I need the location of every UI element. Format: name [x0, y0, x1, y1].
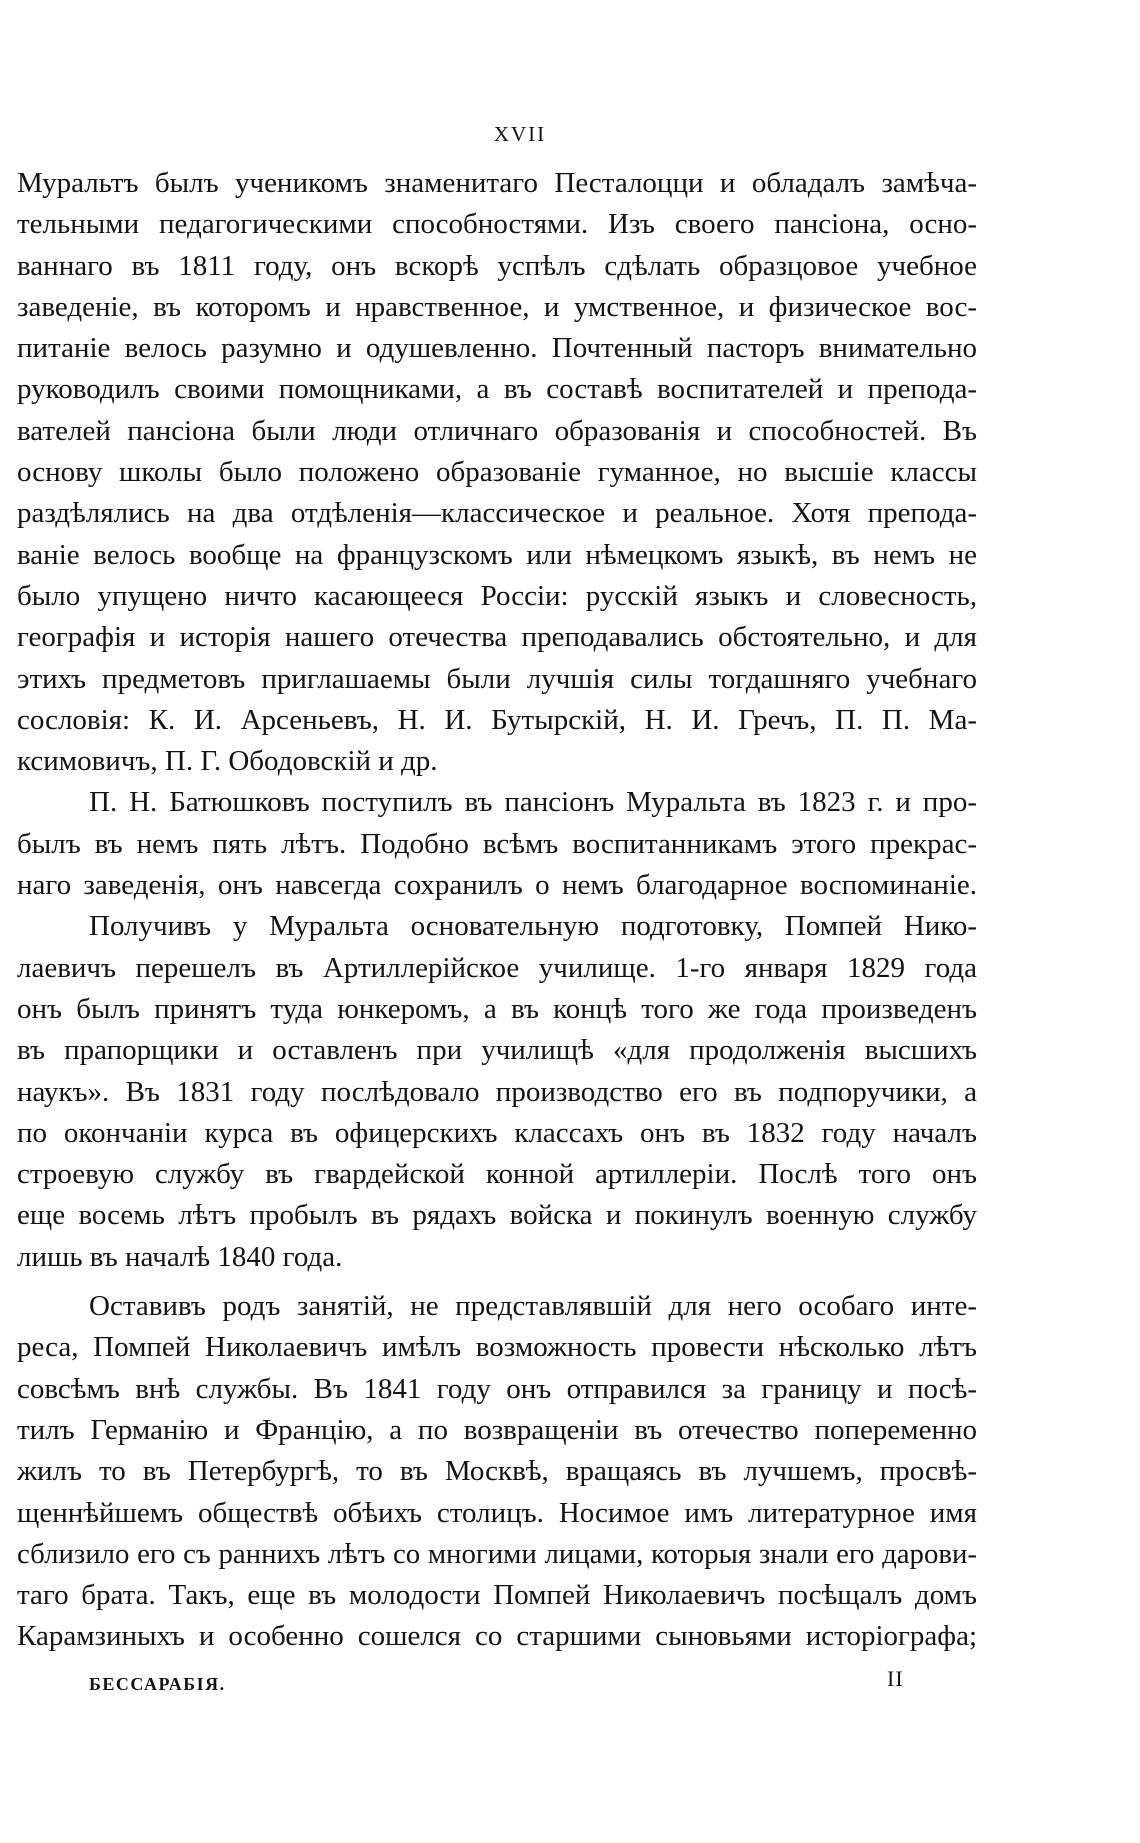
text-line: жилъ то въ Петербургѣ, то въ Москвѣ, вращаясь въ лучшемъ, просвѣ-: [17, 1455, 977, 1488]
text-line: раздѣлялись на два отдѣленія—классическое и реальное. Хотя препода-: [17, 497, 977, 530]
text-line: таго брата. Такъ, еще въ молодости Помпей Николаевичъ посѣщалъ домъ: [17, 1579, 977, 1612]
text-line: было упущено ничто касающееся Россіи: русскій языкъ и словесность,: [17, 579, 977, 612]
paragraph: [17, 163, 977, 782]
text-line: строевую службу въ гвардейской конной артиллеріи. Послѣ того онъ: [17, 1158, 977, 1191]
text-line: питаніе велось разумно и одушевленно. Почтенный пасторъ внимательно: [17, 332, 977, 365]
page-number: XVII: [493, 122, 547, 146]
text-line: ксимовичъ, П. Г. Ободовскій и др.: [17, 745, 438, 778]
text-line: наго заведенія, онъ навсегда сохранилъ о немъ благодарное воспоминаніе.: [17, 869, 977, 902]
text-line: основу школы было положено образованіе гуманное, но высшіе классы: [17, 456, 977, 489]
paragraph: [17, 1286, 977, 1658]
text-line: онъ былъ принятъ туда юнкеромъ, а въ концѣ того же года произведенъ: [17, 992, 977, 1025]
text-line: Карамзиныхъ и особенно сошелся со старшими сыновьями исторіографа;: [17, 1620, 977, 1653]
body-text: [17, 163, 977, 1658]
text-line: въ прапорщики и оставленъ при училищѣ «для продолженія высшихъ: [17, 1034, 977, 1067]
text-line: Получивъ у Муральта основательную подготовку, Помпей Нико-: [89, 910, 977, 943]
text-line: щеннѣйшемъ обществѣ обѣихъ столицъ. Носимое имъ литературное имя: [17, 1496, 977, 1529]
footer-signature: БЕССАРАБІЯ.: [89, 1674, 226, 1694]
text-line: ваннаго въ 1811 году, онъ вскорѣ успѣлъ сдѣлать образцовое учебное: [17, 249, 977, 282]
text-line: сословія: К. И. Арсеньевъ, Н. И. Бутырскій, Н. И. Гречъ, П. П. Ма-: [17, 703, 977, 736]
text-line: П. Н. Батюшковъ поступилъ въ пансіонъ Муральта въ 1823 г. и про-: [89, 786, 977, 819]
paragraph-gap: [17, 1278, 977, 1286]
text-line: заведеніе, въ которомъ и нравственное, и умственное, и физическое вос-: [17, 290, 977, 323]
text-line: былъ въ немъ пять лѣтъ. Подобно всѣмъ воспитанникамъ этого прекрас-: [17, 827, 977, 860]
text-line: Муральтъ былъ ученикомъ знаменитаго Песталоцци и обладалъ замѣча-: [17, 167, 977, 199]
text-line: наукъ». Въ 1831 году послѣдовало производство его въ подпоручики, а: [17, 1075, 977, 1108]
paragraph: [17, 906, 977, 1278]
text-line: Оставивъ родъ занятій, не представлявшій для него особаго инте-: [89, 1290, 977, 1323]
text-line: сблизило его съ раннихъ лѣтъ со многими лицами, которыя знали его дарови-: [17, 1537, 977, 1570]
text-line: ваніе велось вообще на французскомъ или нѣмецкомъ языкѣ, въ немъ не: [17, 538, 977, 571]
text-line: тилъ Германію и Францію, а по возвращеніи въ отечество попеременно: [17, 1413, 977, 1446]
text-line: этихъ предметовъ приглашаемы были лучшія силы тогдашняго учебнаго: [17, 662, 977, 695]
footer-sheet-number: II: [887, 1666, 904, 1691]
text-line: реса, Помпей Николаевичъ имѣлъ возможность провести нѣсколько лѣтъ: [17, 1331, 977, 1364]
text-line: по окончаніи курса въ офицерскихъ классахъ онъ въ 1832 году началъ: [17, 1116, 977, 1149]
text-line: лаевичъ перешелъ въ Артиллерійское училище. 1-го января 1829 года: [17, 951, 977, 984]
text-line: тельными педагогическими способностями. Изъ своего пансіона, осно-: [17, 208, 977, 241]
text-line: вателей пансіона были люди отличнаго образованія и способностей. Въ: [17, 414, 977, 447]
text-line: лишь въ началѣ 1840 года.: [17, 1240, 343, 1273]
paragraph: [17, 782, 977, 906]
text-line: руководилъ своими помощниками, а въ составѣ воспитателей и препода-: [17, 373, 977, 406]
text-line: еще восемь лѣтъ пробылъ въ рядахъ войска и покинулъ военную службу: [17, 1199, 977, 1232]
text-line: географія и исторія нашего отечества преподавались обстоятельно, и для: [17, 621, 977, 654]
text-line: совсѣмъ внѣ службы. Въ 1841 году онъ отправился за границу и посѣ-: [17, 1372, 977, 1405]
